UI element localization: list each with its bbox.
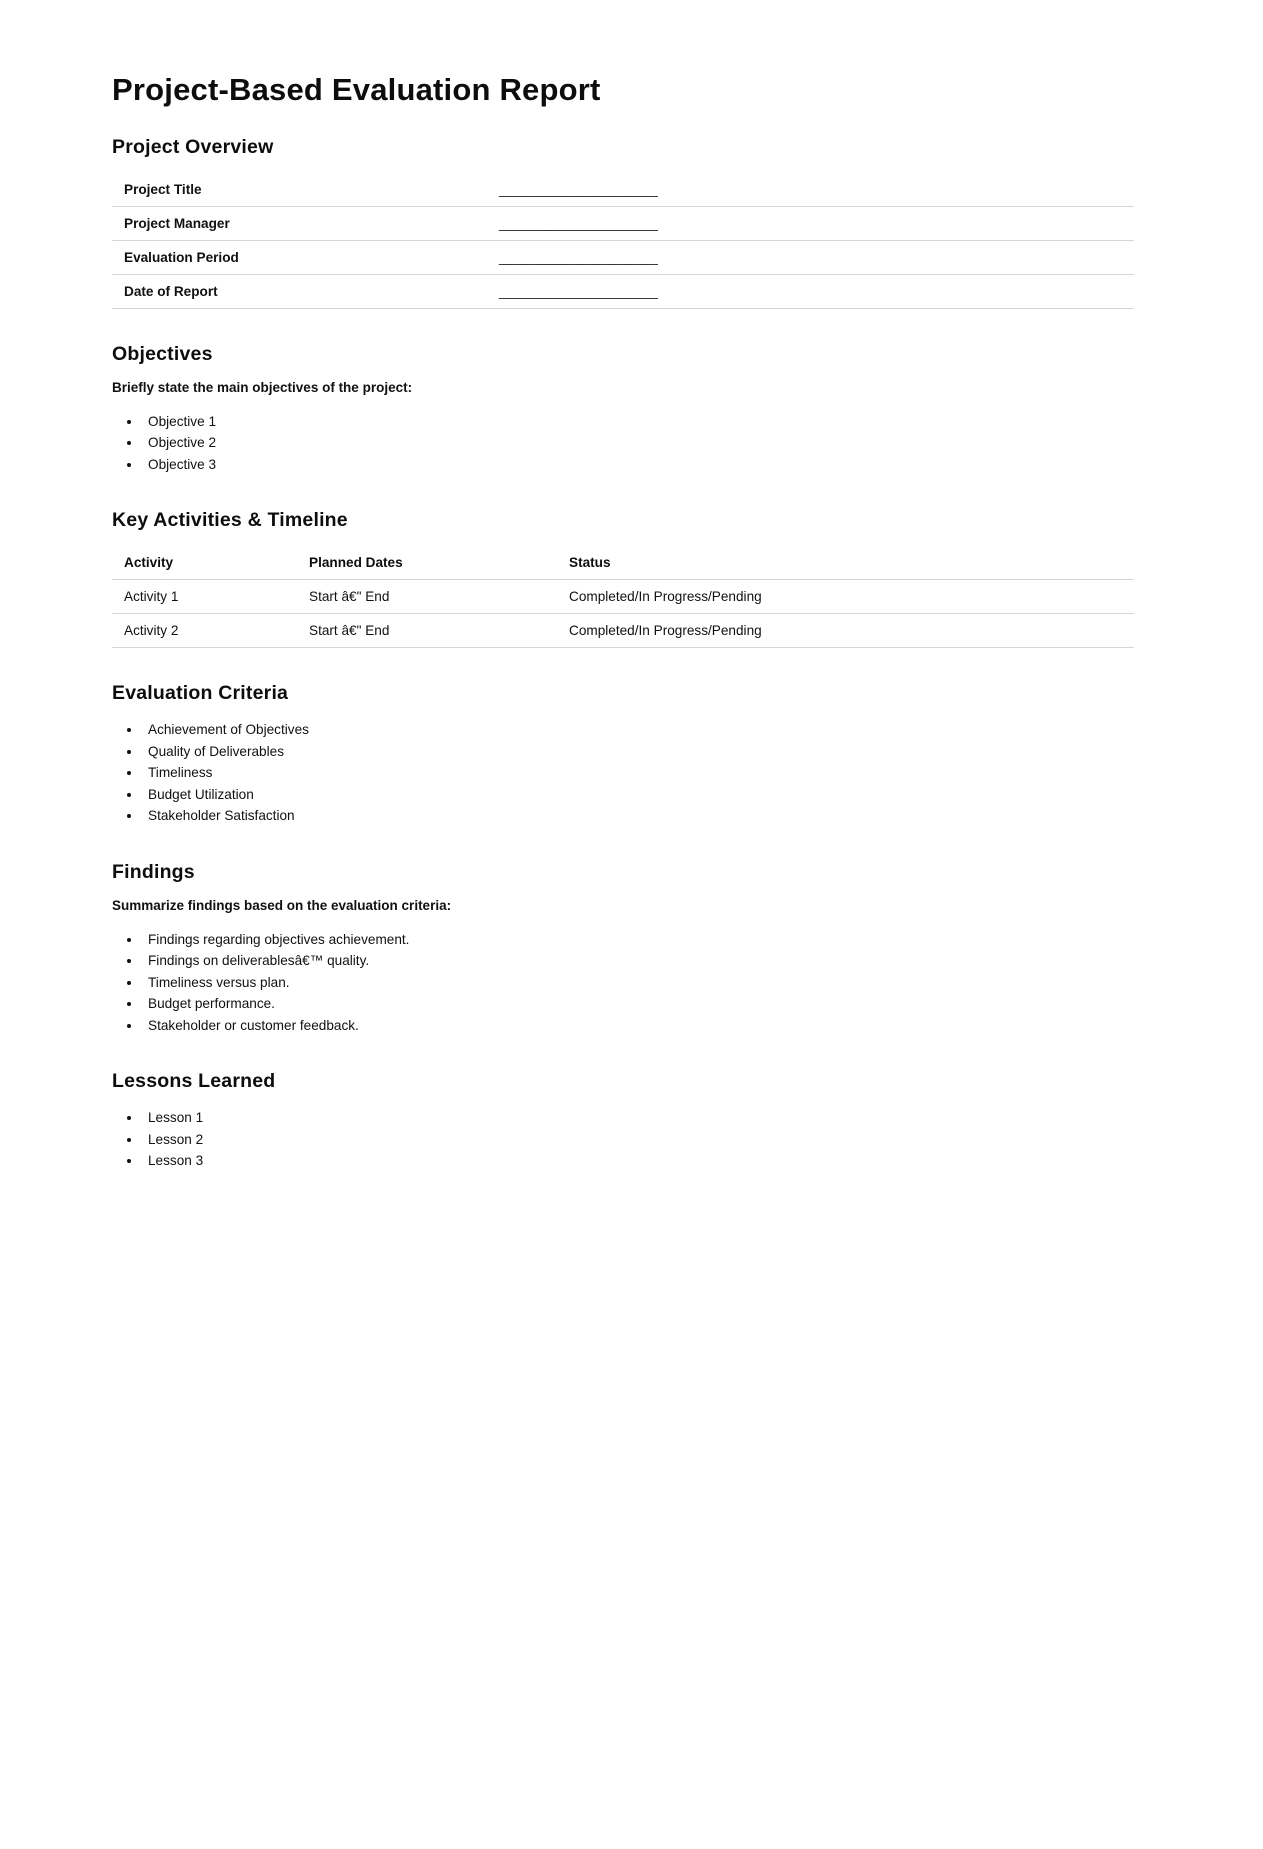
field-label: Date of Report xyxy=(112,275,487,309)
section-evaluation-criteria xyxy=(112,682,1163,826)
section-heading-findings: Findings xyxy=(112,860,195,883)
list-item: • Timeliness xyxy=(142,762,1163,783)
field-value[interactable]: _____________________ xyxy=(487,275,1134,309)
list-item: • Objective 3 xyxy=(142,454,1163,475)
objectives-list xyxy=(112,411,1163,475)
list-item: • Objective 2 xyxy=(142,432,1163,453)
findings-list xyxy=(112,929,1163,1036)
column-header-status: Status xyxy=(557,546,1134,580)
list-item: • Stakeholder Satisfaction xyxy=(142,805,1163,826)
page-title: Project-Based Evaluation Report xyxy=(112,72,601,107)
section-heading-evaluation-criteria: Evaluation Criteria xyxy=(112,682,289,705)
lessons-learned-list xyxy=(112,1107,1163,1171)
project-overview-table xyxy=(112,173,1134,309)
section-heading-objectives: Objectives xyxy=(112,343,213,365)
list-item: • Findings on deliverablesâ€™ quality. xyxy=(142,950,1163,971)
list-item: • Objective 1 xyxy=(142,411,1163,432)
table-header-row xyxy=(112,546,1134,580)
cell-planned-dates: Start â€" End xyxy=(297,614,557,648)
cell-status: Completed/In Progress/Pending xyxy=(557,614,1134,648)
table-row xyxy=(112,275,1134,309)
list-item: • Stakeholder or customer feedback. xyxy=(142,1015,1163,1036)
field-value[interactable]: _____________________ xyxy=(487,173,1134,207)
column-header-planned-dates: Planned Dates xyxy=(297,546,557,580)
section-project-overview xyxy=(112,136,1163,309)
cell-activity: Activity 2 xyxy=(112,614,297,648)
section-objectives xyxy=(112,343,1163,475)
field-value[interactable]: _____________________ xyxy=(487,241,1134,275)
list-item: • Budget Utilization xyxy=(142,784,1163,805)
table-row xyxy=(112,207,1134,241)
list-item: • Timeliness versus plan. xyxy=(142,972,1163,993)
table-row xyxy=(112,614,1134,648)
list-item: • Lesson 3 xyxy=(142,1150,1163,1171)
list-item: • Achievement of Objectives xyxy=(142,719,1163,740)
list-item: • Budget performance. xyxy=(142,993,1163,1014)
evaluation-criteria-list xyxy=(112,719,1163,826)
list-item: • Quality of Deliverables xyxy=(142,741,1163,762)
section-findings xyxy=(112,861,1163,1036)
list-item: • Lesson 2 xyxy=(142,1129,1163,1150)
section-key-activities xyxy=(112,509,1163,648)
field-value[interactable]: _____________________ xyxy=(487,207,1134,241)
findings-lead-text: Summarize findings based on the evaluation criteria: xyxy=(112,897,452,913)
column-header-activity: Activity xyxy=(112,546,297,580)
list-item: • Findings regarding objectives achievement. xyxy=(142,929,1163,950)
field-label: Project Title xyxy=(112,173,487,207)
table-row xyxy=(112,580,1134,614)
table-row xyxy=(112,241,1134,275)
key-activities-table xyxy=(112,546,1134,648)
objectives-lead-text: Briefly state the main objectives of the project: xyxy=(112,380,413,395)
field-label: Evaluation Period xyxy=(112,241,487,275)
section-lessons-learned xyxy=(112,1070,1163,1171)
list-item: • Lesson 1 xyxy=(142,1107,1163,1128)
field-label: Project Manager xyxy=(112,207,487,241)
section-heading-project-overview: Project Overview xyxy=(112,136,274,158)
cell-status: Completed/In Progress/Pending xyxy=(557,580,1134,614)
cell-planned-dates: Start â€" End xyxy=(297,580,557,614)
section-heading-key-activities: Key Activities & Timeline xyxy=(112,509,348,532)
section-heading-lessons-learned: Lessons Learned xyxy=(112,1070,276,1093)
cell-activity: Activity 1 xyxy=(112,580,297,614)
table-row xyxy=(112,173,1134,207)
